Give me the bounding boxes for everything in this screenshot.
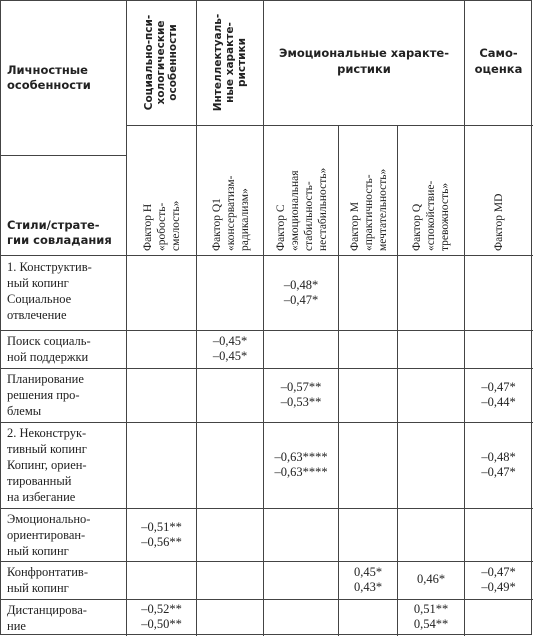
factor-header-line: «практичность- bbox=[363, 174, 375, 251]
group-header-line: Социально-пси- bbox=[143, 14, 155, 111]
factor-header-line: «консерватизм- bbox=[224, 175, 237, 251]
cell-value: 0,43* bbox=[353, 580, 383, 594]
row-label-line: ный копинг bbox=[7, 544, 69, 558]
cell-value: 0,54** bbox=[413, 617, 449, 631]
cell-value: –0,53** bbox=[280, 395, 322, 409]
row-label-line: ние bbox=[7, 619, 26, 633]
factor-header-line: Фактор М bbox=[349, 201, 361, 251]
cell-value: –0,51** bbox=[141, 520, 182, 534]
cell-value: –0,57** bbox=[280, 380, 322, 394]
cell-r6-factor-m bbox=[339, 565, 397, 595]
row-label-line: на избегание bbox=[7, 490, 76, 504]
cell-r3-factor-md bbox=[465, 380, 532, 410]
cell-r6-factor-md bbox=[465, 565, 532, 595]
row-label-line: ориентирован- bbox=[7, 528, 86, 542]
cell-r7-factor-h bbox=[127, 602, 196, 632]
cell-value: –0,47* bbox=[481, 565, 516, 579]
cell-r6-factor-q bbox=[398, 572, 464, 587]
factor-header-q1 bbox=[199, 129, 262, 251]
corner-header-line: Стили/страте- bbox=[7, 218, 100, 232]
cell-value: –0,44* bbox=[481, 395, 516, 409]
cell-value: –0,47* bbox=[481, 465, 516, 479]
cell-r5-factor-h bbox=[127, 520, 196, 550]
factor-header-line: нестабильность» bbox=[317, 167, 329, 251]
corner-header-top bbox=[7, 63, 91, 93]
cell-value: –0,50** bbox=[141, 617, 182, 631]
factor-header-line: Фактор Q bbox=[411, 203, 423, 251]
row-label-line: Поиск социаль- bbox=[7, 334, 91, 348]
cell-value: –0,52** bbox=[141, 602, 182, 616]
factor-header-line: «спокойствие- bbox=[425, 180, 437, 251]
row-label-3 bbox=[7, 371, 84, 419]
factor-header-line: Фактор MD bbox=[493, 193, 505, 251]
factor-header-line: «робость- bbox=[156, 202, 168, 251]
cell-value: –0,47* bbox=[283, 293, 319, 307]
corner-header-bottom bbox=[7, 218, 112, 248]
factor-header-q bbox=[400, 129, 462, 251]
factor-header-line: Фактор Н bbox=[142, 203, 154, 251]
row-label-line: Дистанцирова- bbox=[7, 603, 87, 617]
row-label-line: ной поддержки bbox=[7, 350, 89, 364]
row-label-line: тивный копинг bbox=[7, 442, 87, 456]
factor-header-line: Фактор С bbox=[275, 204, 287, 251]
factor-header-md bbox=[467, 129, 531, 251]
cell-value: –0,63**** bbox=[274, 450, 328, 464]
cell-r1-factor-c bbox=[264, 278, 338, 308]
cell-value: 0,51** bbox=[413, 602, 449, 616]
group-header-line: ристики bbox=[235, 37, 248, 88]
factor-header-line: Фактор Q1 bbox=[210, 198, 223, 251]
row-label-line: отвлечение bbox=[7, 308, 67, 322]
row-label-6 bbox=[7, 564, 88, 596]
row-label-line: блемы bbox=[7, 404, 42, 418]
group-header-line: Эмоциональные характе- bbox=[279, 46, 449, 60]
row-label-line: Социальное bbox=[7, 292, 72, 306]
row-label-7 bbox=[7, 602, 87, 634]
factor-header-line: «эмоциональная bbox=[289, 170, 301, 251]
group-header-line: ристики bbox=[337, 62, 391, 76]
factor-header-m bbox=[341, 129, 397, 251]
group-header-social bbox=[128, 2, 194, 123]
group-header-line: ные характе- bbox=[223, 22, 236, 103]
corner-header-line: гии совладания bbox=[7, 233, 112, 247]
group-header-intellectual bbox=[198, 2, 261, 123]
row-label-line: ный копинг bbox=[7, 276, 69, 290]
cell-value: –0,45* bbox=[212, 349, 248, 363]
row-label-line: Копинг, ориен- bbox=[7, 458, 87, 472]
factor-header-line: радикализм» bbox=[238, 188, 251, 251]
cell-value: –0,56** bbox=[141, 535, 182, 549]
cell-r4-factor-c bbox=[264, 450, 338, 480]
factor-header-line: смелость» bbox=[170, 200, 182, 251]
factor-header-line: тревожность» bbox=[439, 182, 451, 251]
group-header-line: Само- bbox=[479, 46, 518, 60]
row-label-line: 1. Конструктив- bbox=[7, 260, 92, 274]
row-label-line: 2. Неконструк- bbox=[7, 426, 87, 440]
cell-r4-factor-md bbox=[465, 450, 532, 480]
cell-value: –0,48* bbox=[283, 278, 319, 292]
group-header-line: особенности bbox=[167, 24, 179, 101]
cell-value: –0,63**** bbox=[274, 465, 328, 479]
row-label-line: Эмоционально- bbox=[7, 512, 91, 526]
corner-header-line: особенности bbox=[7, 78, 91, 92]
factor-header-c bbox=[266, 129, 338, 251]
cell-r2-factor-q1 bbox=[197, 334, 263, 364]
group-header-self-esteem bbox=[465, 45, 532, 77]
cell-value: 0,46* bbox=[416, 572, 446, 586]
cell-value: –0,49* bbox=[481, 580, 516, 594]
cell-value: –0,48* bbox=[481, 450, 516, 464]
cell-value: 0,45* bbox=[353, 565, 383, 579]
cell-value: –0,47* bbox=[481, 380, 516, 394]
row-label-2 bbox=[7, 333, 91, 365]
factor-header-line: мечтательность» bbox=[377, 168, 389, 251]
cell-r7-factor-q bbox=[398, 602, 464, 632]
factor-header-h bbox=[129, 129, 195, 251]
row-label-line: Планирование bbox=[7, 372, 84, 386]
factor-header-line: стабильность- bbox=[303, 181, 315, 251]
cell-r3-factor-c bbox=[264, 380, 338, 410]
group-header-line: оценка bbox=[474, 62, 523, 76]
group-header-line: хологические bbox=[155, 20, 167, 105]
cell-value: –0,45* bbox=[212, 334, 248, 348]
group-header-emotional bbox=[264, 45, 464, 77]
row-label-line: Конфронтатив- bbox=[7, 565, 88, 579]
row-label-1 bbox=[7, 259, 92, 323]
row-label-line: ный копинг bbox=[7, 581, 69, 595]
row-label-5 bbox=[7, 511, 90, 559]
group-header-line: Интеллектуаль- bbox=[211, 13, 224, 112]
corner-header-line: Личностные bbox=[7, 63, 88, 77]
row-label-4 bbox=[7, 425, 87, 505]
row-label-line: тированный bbox=[7, 474, 72, 488]
row-label-line: решения про- bbox=[7, 388, 80, 402]
